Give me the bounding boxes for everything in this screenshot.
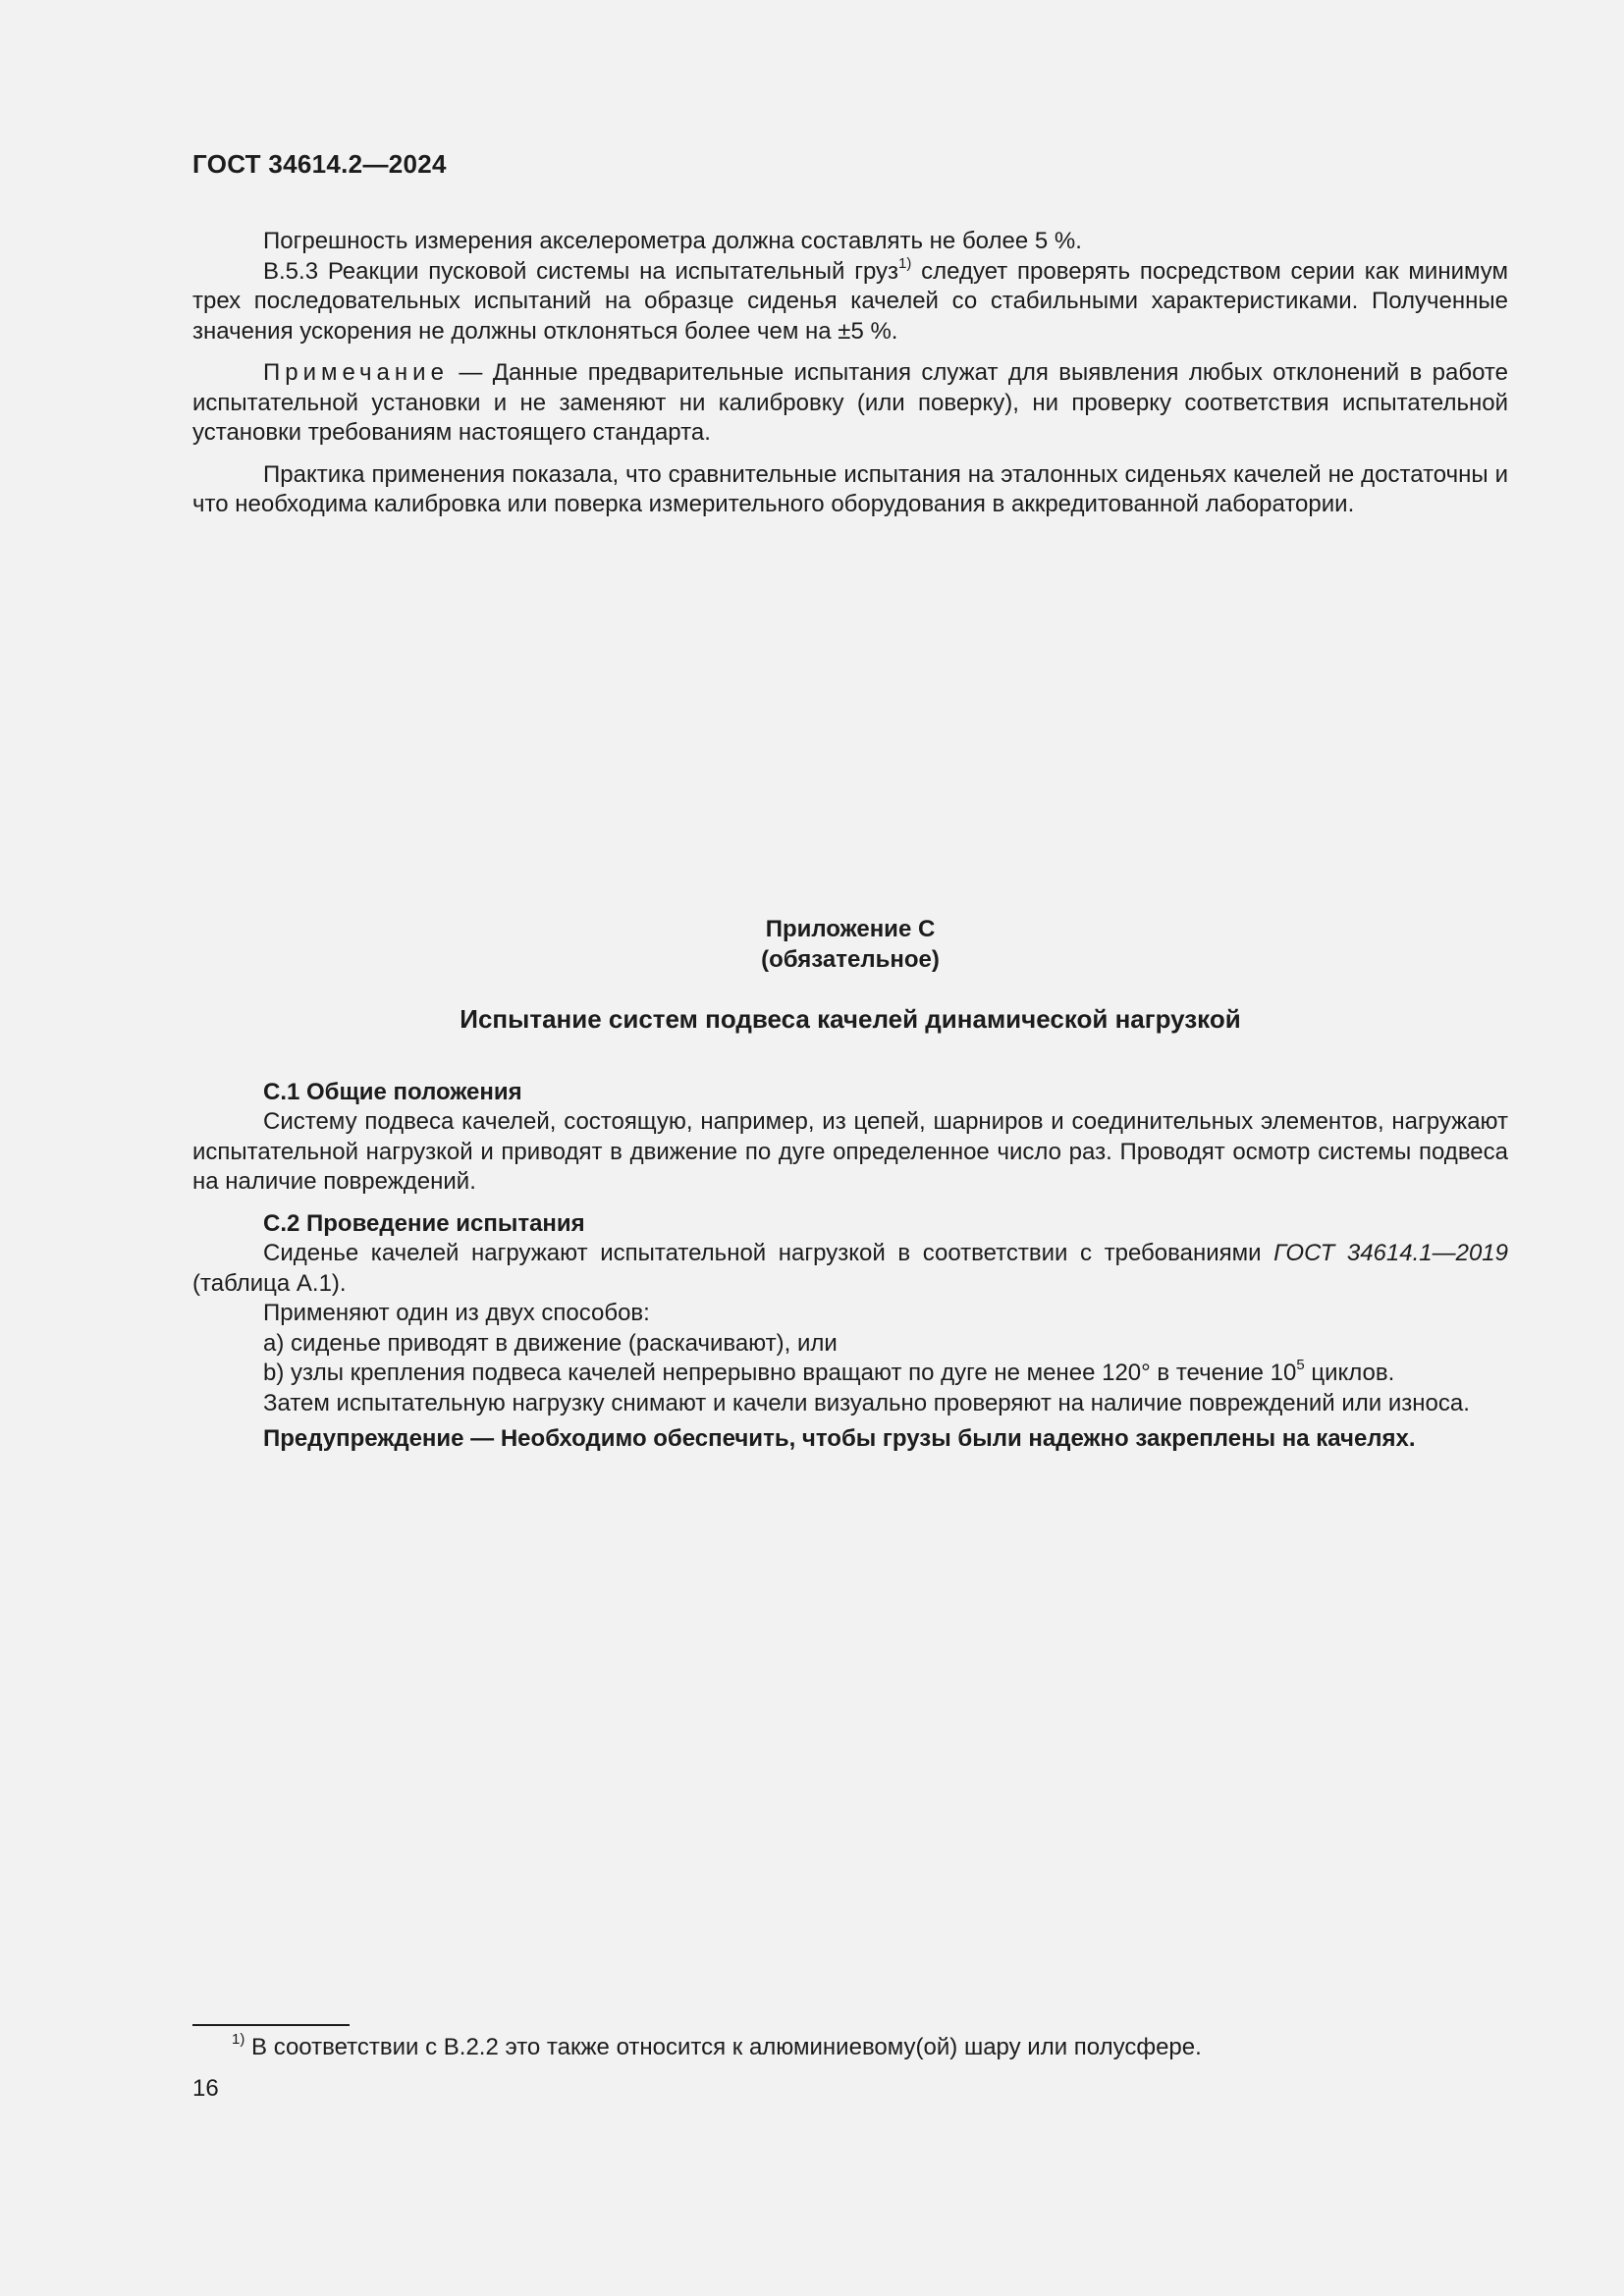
section-c2-text: Сиденье качелей нагружают испытательной нагрузкой в соответствии с требованиями ГОСТ 34614.1—2019 (таблица А.1). [192, 1240, 1509, 1297]
footnote-ref[interactable]: 1) [898, 254, 912, 272]
annex-heading: Испытание систем подвеса качелей динамической нагрузкой [460, 1004, 1241, 1034]
standard-reference: ГОСТ 34614.1—2019 [1273, 1240, 1509, 1266]
accuracy-paragraph: Погрешность измерения акселерометра должна составлять не более 5 %. [263, 228, 1082, 254]
page-number: 16 [192, 2075, 219, 2102]
top-section [192, 227, 1508, 520]
annex-title: Приложение С [765, 916, 936, 942]
note-label: Примечание [263, 359, 449, 386]
method-b: b) узлы крепления подвеса качелей непрерывно вращают по дуге не менее 120° в течение $10^5$ циклов. [263, 1357, 1395, 1386]
after-test-text: Затем испытательную нагрузку снимают и качели визуально проверяют на наличие повреждений или износа. [263, 1389, 1470, 1416]
practice-paragraph: Практика применения показала, что сравнительные испытания на эталонных сиденьях качелей не достаточны и что необходима калибровка или поверка измерительного оборудования в аккредитованной лаборатории. [192, 460, 1508, 517]
footnote-divider [192, 2024, 350, 2026]
annex-c [192, 915, 1508, 1455]
annex-status: (обязательное) [761, 945, 940, 973]
section-c2-heading: С.2 Проведение испытания [263, 1209, 585, 1237]
note: Примечание — Данные предварительные испытания служат для выявления любых отклонений в работе испытательной установки и не заменяют ни калибровку (или поверку), ни проверку соответствия испытательной установки требованиям настоящего стандарта. [192, 359, 1508, 446]
footnote: $^{1)}$ В соответствии с В.2.2 это также относится к алюминиевому(ой) шару или полусфере. [232, 2031, 1202, 2060]
document-number: ГОСТ 34614.2—2024 [192, 149, 447, 179]
footnote-mark: 1) [232, 2031, 245, 2048]
methods-intro: Применяют один из двух способов: [263, 1300, 650, 1326]
method-a: а) сиденье приводят в движение (раскачивают), или [263, 1329, 838, 1357]
warning: Предупреждение — Необходимо обеспечить, чтобы грузы были надежно закреплены на качелях. [263, 1425, 1416, 1452]
clause-b53: В.5.3 Реакции пусковой системы на испытательный груз$^{1)}$ следует проверять посредством серии как минимум трех последовательных испытаний на образце сиденья качелей со стабильными характеристиками. Полученные значения ускорения не должны отклоняться более чем на ±5 %. [192, 254, 1508, 345]
section-c1-text: Систему подвеса качелей, состоящую, например, из цепей, шарниров и соединительных элементов, нагружают испытательной нагрузкой и приводят в движение по дуге определенное число раз. Проводят осмотр системы подвеса на наличие повреждений. [192, 1108, 1508, 1195]
section-c1-heading: С.1 Общие положения [263, 1078, 522, 1105]
